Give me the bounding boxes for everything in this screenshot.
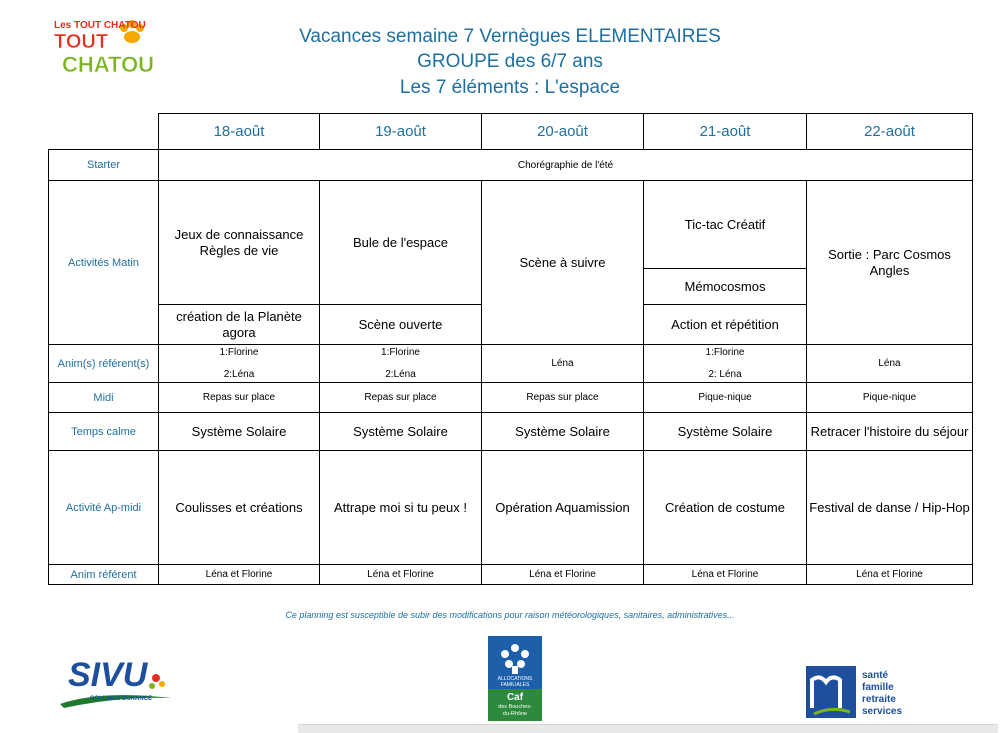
midi-cell: Pique-nique bbox=[644, 383, 807, 413]
caf-logo bbox=[488, 636, 542, 721]
animref-cell: Léna et Florine bbox=[807, 565, 973, 585]
footer-note: Ce planning est susceptible de subir des modifications pour raison météorologiques, sanitaires, administratives... bbox=[285, 610, 735, 620]
anim-name: 1:Florine bbox=[705, 347, 745, 358]
activity-cell: Scène à suivre bbox=[482, 181, 644, 345]
row-label: Anim référent bbox=[49, 565, 159, 585]
msa-line4: services bbox=[862, 706, 903, 717]
caf-line5: du-Rhône bbox=[502, 711, 528, 717]
animref-cell: Léna et Florine bbox=[482, 565, 644, 585]
activity-cell: Bule de l'espace bbox=[320, 181, 482, 305]
days-header-row bbox=[49, 114, 973, 150]
activity-cell: Action et répétition bbox=[644, 305, 807, 345]
row-label: Temps calme bbox=[49, 413, 159, 451]
table-row-midi bbox=[49, 383, 973, 413]
calme-cell: Système Solaire bbox=[644, 413, 807, 451]
msa-logo bbox=[806, 666, 918, 718]
row-label: Anim(s) référent(s) bbox=[49, 345, 159, 383]
anim-name: 2:Léna bbox=[385, 369, 416, 380]
table-row-animref bbox=[49, 565, 973, 585]
page-title-line2: GROUPE des 6/7 ans bbox=[417, 51, 603, 72]
midi-cell: Repas sur place bbox=[159, 383, 320, 413]
day-header: 22-août bbox=[807, 114, 973, 150]
activity-cell: Sortie : Parc Cosmos Angles bbox=[807, 181, 973, 345]
row-label: Starter bbox=[49, 150, 159, 181]
midi-cell: Pique-nique bbox=[807, 383, 973, 413]
caf-line4: des Bouches- bbox=[498, 704, 532, 710]
animref-cell: Léna et Florine bbox=[320, 565, 482, 585]
anim-name: 2:Léna bbox=[223, 369, 255, 380]
page-title-line3: Les 7 éléments : L'espace bbox=[399, 77, 621, 98]
sivu-name: SIVU bbox=[68, 656, 148, 694]
animref-cell: Léna et Florine bbox=[644, 565, 807, 585]
sivu-logo bbox=[60, 648, 175, 710]
activity-cell: Tic-tac Créatif bbox=[644, 181, 807, 269]
animref-cell: Léna et Florine bbox=[159, 565, 320, 585]
apmidi-cell: Coulisses et créations bbox=[159, 451, 320, 565]
midi-cell: Repas sur place bbox=[320, 383, 482, 413]
day-header: 20-août bbox=[482, 114, 644, 150]
tout-chatou-logo bbox=[52, 14, 162, 76]
sivu-subtitle: COLLINES DURANCE bbox=[90, 696, 153, 702]
day-header: 19-août bbox=[320, 114, 482, 150]
calme-cell: Système Solaire bbox=[482, 413, 644, 451]
apmidi-cell: Création de costume bbox=[644, 451, 807, 565]
table-row-apmidi bbox=[49, 451, 973, 565]
svg-text:CHATOU: CHATOU bbox=[62, 52, 155, 76]
anim-name: 1:Florine bbox=[219, 347, 259, 358]
row-label: Activité Ap-midi bbox=[49, 451, 159, 565]
msa-line3: retraite bbox=[862, 694, 896, 705]
anim-name: Léna bbox=[482, 345, 644, 383]
apmidi-cell: Festival de danse / Hip-Hop bbox=[807, 451, 973, 565]
midi-cell: Repas sur place bbox=[482, 383, 644, 413]
planning-table bbox=[48, 113, 973, 585]
activity-cell: Scène ouverte bbox=[320, 305, 482, 345]
table-row-anim bbox=[49, 345, 973, 383]
calme-cell: Retracer l'histoire du séjour bbox=[807, 413, 973, 451]
row-label: Activités Matin bbox=[49, 181, 159, 345]
anim-name: 1:Florine bbox=[381, 347, 420, 358]
table-row-calme bbox=[49, 413, 973, 451]
activity-cell: Jeux de connaissance Règles de vie bbox=[159, 181, 320, 305]
logo-les-text: Les TOUT CHATOU bbox=[54, 20, 146, 31]
anim-name: Léna bbox=[807, 345, 973, 383]
svg-text:TOUT: TOUT bbox=[54, 31, 109, 53]
anim-name: 2: Léna bbox=[708, 369, 742, 380]
activity-cell: création de la Planète agora bbox=[159, 305, 320, 345]
caf-line2: FAMILIALES bbox=[500, 682, 530, 688]
table-row-matin-1 bbox=[49, 181, 973, 269]
calme-cell: Système Solaire bbox=[159, 413, 320, 451]
caf-line3: Caf bbox=[506, 692, 524, 703]
msa-line1: santé bbox=[862, 670, 889, 681]
starter-cell: Chorégraphie de l'été bbox=[159, 150, 973, 181]
caf-line1: ALLOCATIONS bbox=[497, 676, 533, 682]
activity-cell: Mémocosmos bbox=[644, 269, 807, 305]
day-header: 18-août bbox=[159, 114, 320, 150]
table-row-starter bbox=[49, 150, 973, 181]
day-header: 21-août bbox=[644, 114, 807, 150]
msa-line2: famille bbox=[862, 682, 894, 693]
page-title-line1: Vacances semaine 7 Vernègues ELEMENTAIRES bbox=[299, 26, 721, 47]
corner-cell bbox=[49, 114, 159, 150]
calme-cell: Système Solaire bbox=[320, 413, 482, 451]
apmidi-cell: Attrape moi si tu peux ! bbox=[320, 451, 482, 565]
apmidi-cell: Opération Aquamission bbox=[482, 451, 644, 565]
row-label: Midi bbox=[49, 383, 159, 413]
